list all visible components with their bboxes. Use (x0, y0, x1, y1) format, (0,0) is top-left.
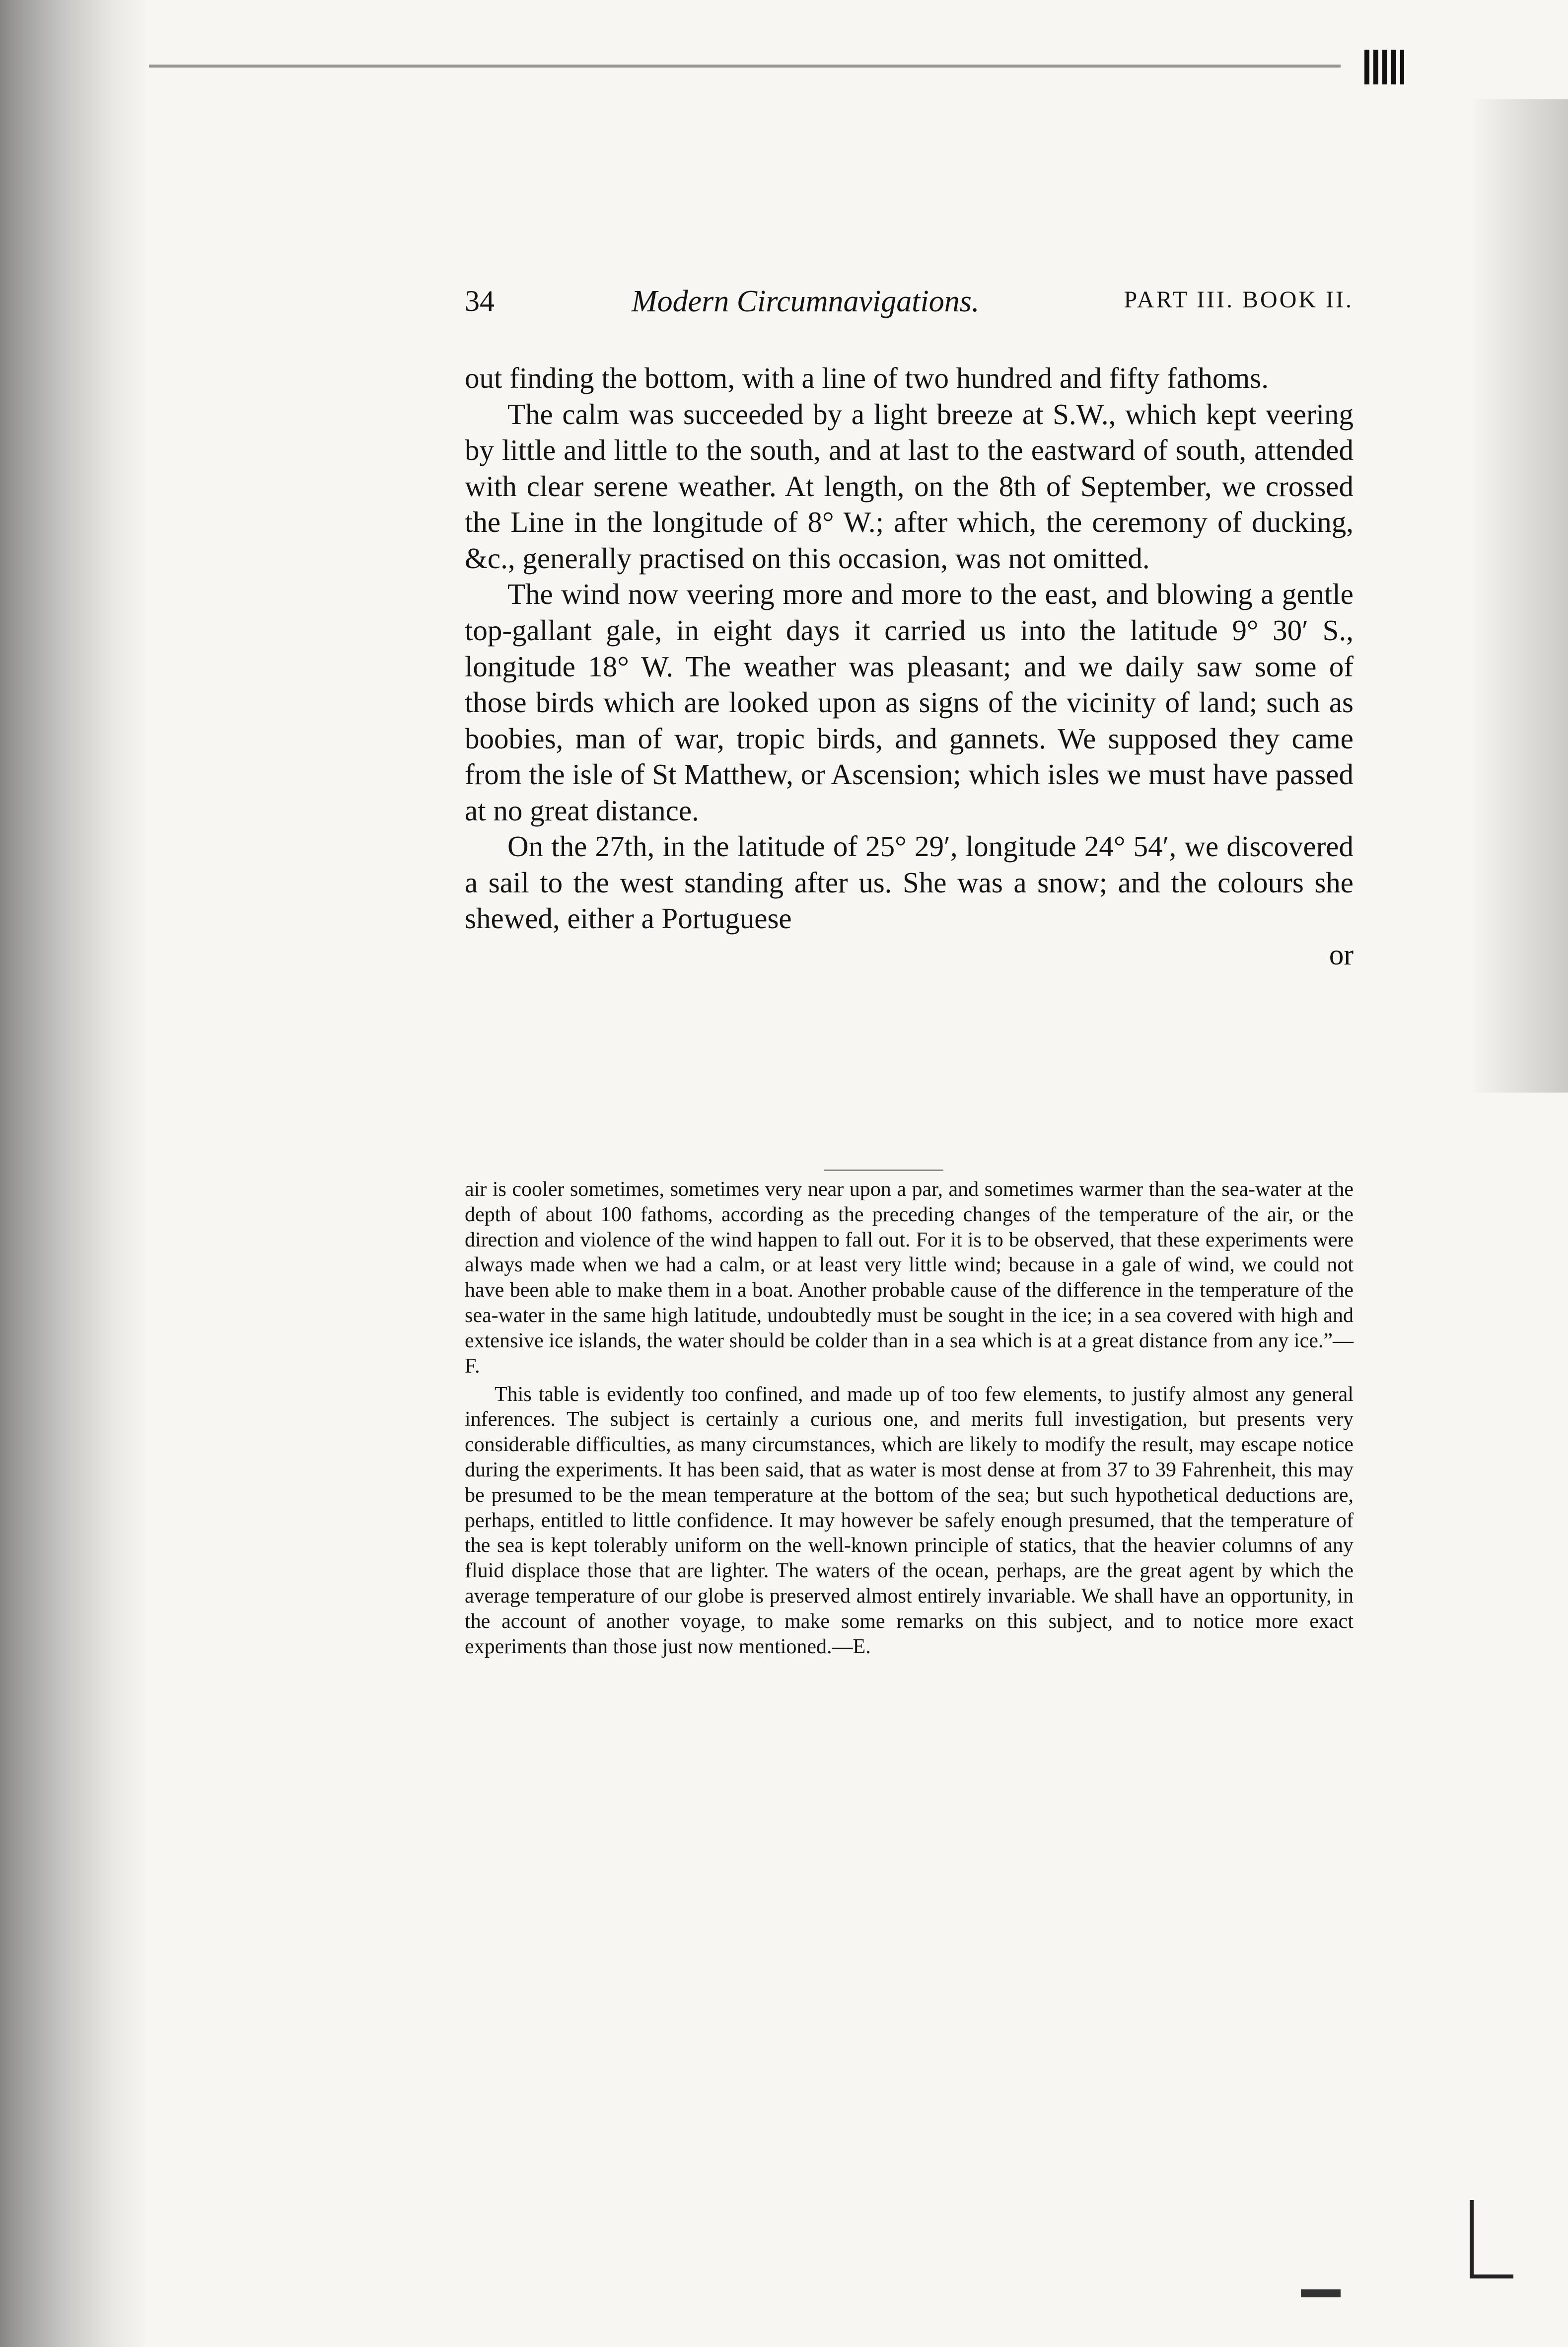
scan-shadow-left (0, 0, 149, 2347)
section-label: PART III. BOOK II. (1124, 287, 1354, 313)
scan-shadow-right (1469, 99, 1568, 1093)
scan-bottom-bracket (1470, 2200, 1513, 2278)
catchword: or (1329, 938, 1354, 971)
page-number: 34 (465, 285, 495, 317)
scan-bottom-mark (1301, 2289, 1341, 2297)
scan-corner-mark (1364, 50, 1404, 84)
footnote-paragraph: This table is evidently too confined, and made up of too few elements, to justify almost any general inferences. The subject is certainly a curious one, and merits full investigation, but presents very considerable difficulties, as many circumstances, which are likely to modify the result, may escape notice during the experiments. It has been said, that as water is most dense at from 37 to 39 Fahrenheit, this may be presumed to be the mean temperature at the bottom of the sea; but such hypothetical deductions are, perhaps, entitled to little confidence. It may however be safely enough presumed, that the temperature of the sea is kept tolerably uniform on the well-known principle of statics, that the heavier columns of any fluid displace those that are lighter. The waters of the ocean, perhaps, are the great agent by which the average temperature of our globe is preserved almost entirely invariable. We shall have an opportunity, in the account of another voyage, to make some remarks on this subject, and to notice more exact experiments than those just now mentioned.—E. (465, 1383, 1354, 1658)
main-text (465, 360, 1354, 973)
running-title: Modern Circumnavigations. (632, 285, 980, 318)
page-header (465, 284, 1354, 329)
paragraph: The wind now veering more and more to the east, and blowing a gentle top-gallant gale, in eight days it carried us into the latitude 9° 30′ S., longitude 18° W. The weather was pleasant; and we daily saw some of those birds which are looked upon as signs of the vicinity of land; such as boobies, man of war, tropic birds, and gannets. We supposed they came from the isle of St Matthew, or Ascension; which isles we must have passed at no great distance. (465, 578, 1354, 827)
footnotes (465, 1177, 1354, 1659)
scan-top-rule (149, 65, 1341, 68)
footnote-rule (824, 1170, 943, 1171)
paragraph: The calm was succeeded by a light breeze at S.W., which kept veering by little and little to the south, and at last to the eastward of south, attended with clear serene weather. At length, on the 8th of September, we crossed the Line in the longitude of 8° W.; after which, the ceremony of ducking, &c., generally practised on this occasion, was not omitted. (465, 397, 1354, 575)
paragraph: out finding the bottom, with a line of two hundred and fifty fathoms. (465, 362, 1269, 394)
footnote-paragraph: air is cooler sometimes, sometimes very near upon a par, and sometimes warmer than the sea-water at the depth of about 100 fathoms, according as the preceding changes of the temperature of the air, or the direction and violence of the wind happen to fall out. For it is to be observed, that these experiments were always made when we had a calm, or at least very little wind; because in a gale of wind, we could not have been able to make them in a boat. Another probable cause of the difference in the temperature of the sea-water in the same high latitude, undoubtedly must be sought in the ice; in a sea covered with high and extensive ice islands, the water should be colder than in a sea which is at a great distance from any ice.”—F. (465, 1178, 1354, 1378)
paragraph: On the 27th, in the latitude of 25° 29′, longitude 24° 54′, we discovered a sail to the west standing after us. She was a snow; and the colours she shewed, either a Portuguese (465, 830, 1354, 935)
